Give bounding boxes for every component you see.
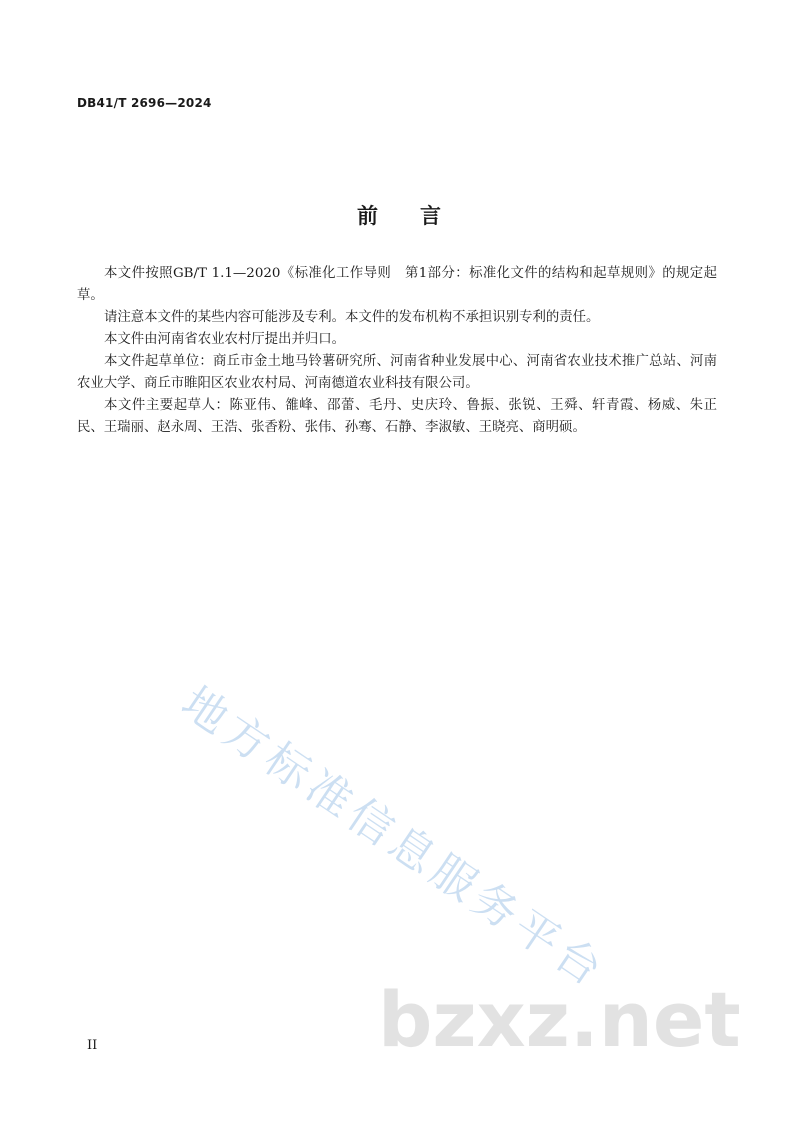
paragraph-proposer: 本文件由河南省农业农村厅提出并归口。 (104, 332, 346, 347)
document-code: DB41/T 2696—2024 (77, 96, 212, 110)
title-char-1: 前 (357, 204, 380, 228)
watermark-text: 地方标准信息服务平台 (172, 677, 616, 999)
title-char-2: 言 (420, 204, 443, 228)
page-number: II (87, 1038, 98, 1053)
paragraph-drafting-rules: 本文件按照GB/T 1.1—2020《标准化工作导则 第1部分：标准化文件的结构和起草规则》的规定起草。 (77, 266, 717, 303)
paragraph-patent-notice: 请注意本文件的某些内容可能涉及专利。本文件的发布机构不承担识别专利的责任。 (104, 310, 600, 325)
paragraph-drafters: 本文件主要起草人：陈亚伟、雒峰、邵蕾、毛丹、史庆玲、鲁振、张锐、王舜、轩青霞、杨威、朱正民、王瑞丽、赵永周、王浩、张香粉、张伟、孙骞、石静、李淑敏、王晓亮、商明硕。 (77, 398, 717, 435)
foreword-body (77, 263, 717, 439)
paragraph-drafting-units: 本文件起草单位：商丘市金土地马铃薯研究所、河南省种业发展中心、河南省农业技术推广总站、河南农业大学、商丘市睢阳区农业农村局、河南德道农业科技有限公司。 (77, 354, 717, 391)
page-title (0, 200, 800, 230)
brand-watermark: bzxz.net (378, 975, 741, 1064)
